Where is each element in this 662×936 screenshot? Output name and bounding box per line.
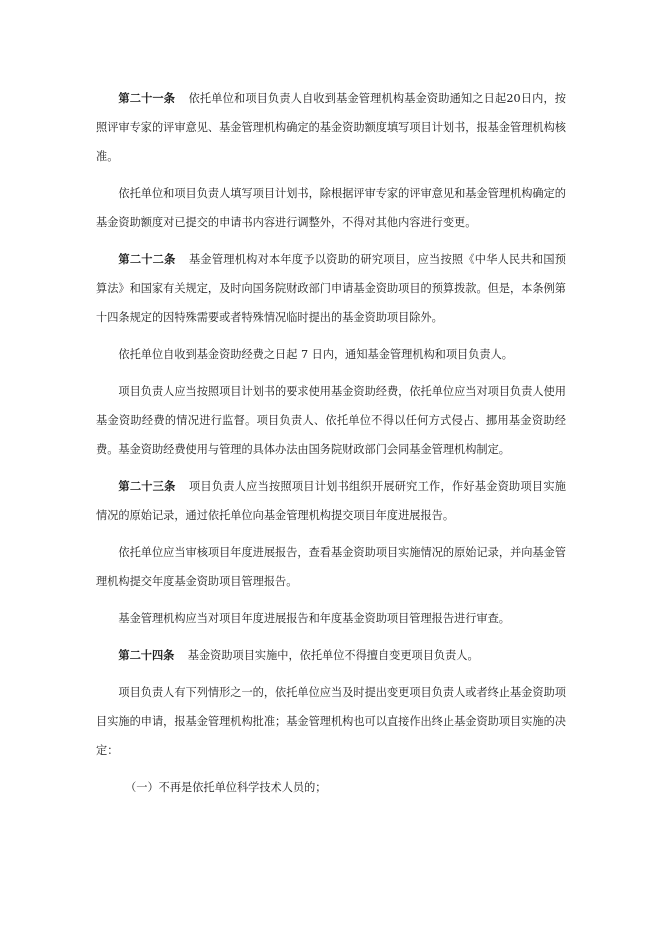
paragraph-text: 项目负责人有下列情形之一的，依托单位应当及时提出变更项目负责人或者终止基金资助项目实施的申请，报基金管理机构批准；基金管理机构也可以直接作出终止基金资助项目实施的决定： (96, 686, 566, 757)
paragraph-text: 项目负责人应当按照项目计划书组织开展研究工作，作好基金资助项目实施情况的原始记录，通过依托单位向基金管理机构提交项目年度进展报告。 (96, 480, 566, 522)
paragraph-article-22 (96, 245, 566, 332)
paragraph-text: 项目负责人应当按照项目计划书的要求使用基金资助经费，依托单位应当对项目负责人使用基金资助经费的情况进行监督。项目负责人、依托单位不得以任何方式侵占、挪用基金资助经费。基金资助经费使用与管理的具体办法由国务院财政部门会同基金管理机构制定。 (96, 385, 566, 456)
article-heading: 第二十二条 (118, 253, 176, 266)
paragraph-text: 基金管理机构应当对项目年度进展报告和年度基金资助项目管理报告进行审查。 (118, 612, 510, 625)
paragraph-article-23 (96, 472, 566, 530)
paragraph-article-24 (96, 641, 566, 670)
paragraph (96, 377, 566, 464)
paragraph-text: 依托单位应当审核项目年度进展报告，查看基金资助项目实施情况的原始记录，并向基金管理机构提交年度基金资助项目管理报告。 (96, 546, 566, 588)
paragraph (96, 538, 566, 596)
article-heading: 第二十一条 (118, 92, 176, 105)
document-page (96, 84, 566, 802)
paragraph-text: 依托单位和项目负责人自收到基金管理机构基金资助通知之日起20日内，按照评审专家的评审意见、基金管理机构确定的基金资助额度填写项目计划书，报基金管理机构核准。 (96, 92, 566, 163)
paragraph-text: 依托单位和项目负责人填写项目计划书，除根据评审专家的评审意见和基金管理机构确定的基金资助额度对已提交的申请书内容进行调整外，不得对其他内容进行变更。 (96, 187, 566, 229)
paragraph-text: 基金管理机构对本年度予以资助的研究项目，应当按照《中华人民共和国预算法》和国家有关规定，及时向国务院财政部门申请基金资助项目的预算拨款。但是，本条例第十四条规定的因特殊需要或者特殊情况临时提出的基金资助项目除外。 (96, 253, 566, 324)
paragraph (96, 678, 566, 765)
paragraph-text: 依托单位自收到基金资助经费之日起 7 日内，通知基金管理机构和项目负责人。 (118, 348, 513, 361)
paragraph (96, 340, 566, 369)
article-heading: 第二十三条 (118, 480, 176, 493)
list-item: （一）不再是依托单位科学技术人员的； (125, 781, 327, 794)
paragraph (96, 604, 566, 633)
paragraph-article-21 (96, 84, 566, 171)
paragraph (96, 179, 566, 237)
paragraph-text: 基金资助项目实施中，依托单位不得擅自变更项目负责人。 (187, 649, 479, 662)
article-heading: 第二十四条 (118, 649, 175, 662)
